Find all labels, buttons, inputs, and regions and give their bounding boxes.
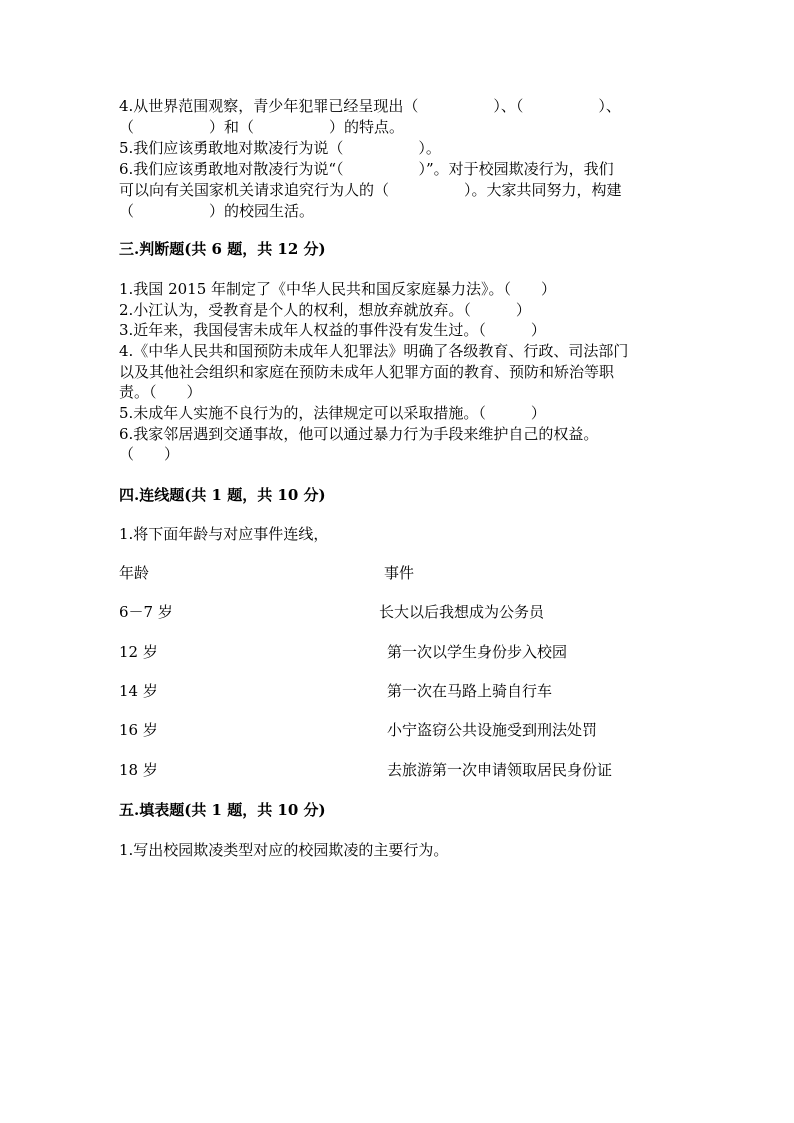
judge-q4-line3: 责。（ ） <box>119 383 202 401</box>
judge-q3: 3.近年来，我国侵害未成年人权益的事件没有发生过。（ ） <box>119 321 546 339</box>
match-event: 第一次在马路上骑自行车 <box>387 682 553 700</box>
judge-q6-line1: 6.我家邻居遇到交通事故，他可以通过暴力行为手段来维护自己的权益。 <box>119 425 599 443</box>
match-event: 小宁盗窃公共设施受到刑法处罚 <box>387 721 598 739</box>
match-age: 16 岁 <box>119 721 158 739</box>
fill-q6-line2: 可以向有关国家机关请求追究行为人的（ ）。大家共同努力，构建 <box>119 181 622 199</box>
judge-q4-line1: 4.《中华人民共和国预防未成年人犯罪法》明确了各级教育、行政、司法部门 <box>119 342 629 360</box>
match-q1: 1.将下面年龄与对应事件连线， <box>119 525 329 543</box>
judge-q6-line2: （ ） <box>119 445 180 463</box>
section5-heading: 五.填表题(共 1 题，共 10 分) <box>119 801 326 819</box>
fill-q6-line1: 6.我们应该勇敢地对散凌行为说“（ ）”。对于校园欺凌行为，我们 <box>119 160 614 178</box>
match-age: 6－7 岁 <box>119 603 173 621</box>
judge-q4-line2: 以及其他社会组织和家庭在预防未成年人犯罪方面的教育、预防和矫治等职 <box>119 363 615 381</box>
match-age: 18 岁 <box>119 761 158 779</box>
fill-q4-line2: （ ）和（ ）的特点。 <box>119 118 405 136</box>
match-event: 去旅游第一次申请领取居民身份证 <box>387 761 613 779</box>
fill-q5: 5.我们应该勇敢地对欺凌行为说（ ）。 <box>119 139 441 157</box>
match-event: 长大以后我想成为公务员 <box>379 603 545 621</box>
match-event: 第一次以学生身份步入校园 <box>387 643 568 661</box>
section3-heading: 三.判断题(共 6 题，共 12 分) <box>119 240 326 258</box>
age-column-header: 年龄 <box>119 564 150 582</box>
judge-q2: 2.小江认为，受教育是个人的权利，想放弃就放弃。（ ） <box>119 301 531 319</box>
match-age: 14 岁 <box>119 682 158 700</box>
judge-q5: 5.未成年人实施不良行为的，法律规定可以采取措施。（ ） <box>119 404 546 422</box>
match-age: 12 岁 <box>119 643 158 661</box>
judge-q1: 1.我国 2015 年制定了《中华人民共和国反家庭暴力法》。（ ） <box>119 280 557 298</box>
section4-heading: 四.连线题(共 1 题，共 10 分) <box>119 486 326 504</box>
fill-q4-line1: 4.从世界范围观察，青少年犯罪已经呈现出（ ）、（ ）、 <box>119 97 621 115</box>
table-q1: 1.写出校园欺凌类型对应的校园欺凌的主要行为。 <box>119 841 449 859</box>
fill-q6-line3: （ ）的校园生活。 <box>119 202 315 220</box>
event-column-header: 事件 <box>384 564 415 582</box>
